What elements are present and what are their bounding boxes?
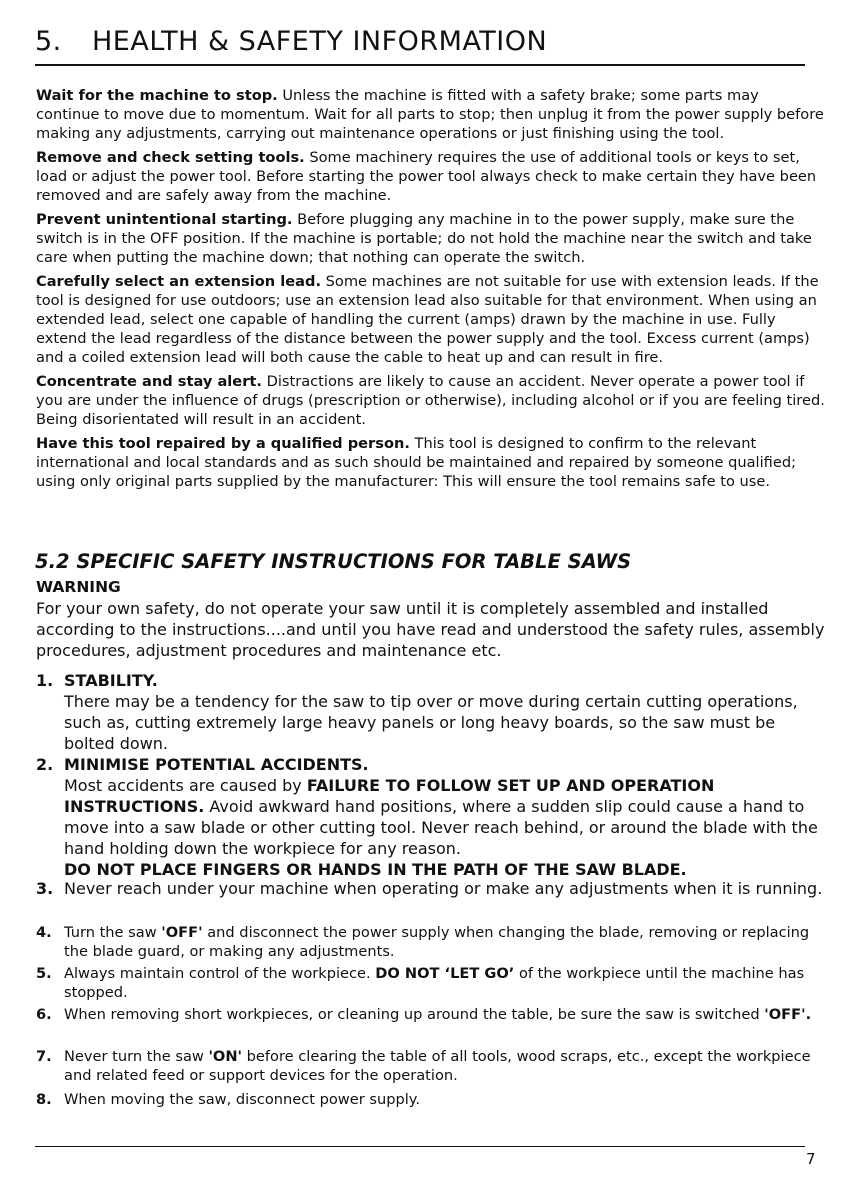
general-rules <box>36 86 826 496</box>
list-item <box>36 670 826 754</box>
rule-heading: Prevent unintentional starting. <box>36 211 293 228</box>
list-item <box>36 1047 826 1085</box>
list-item <box>36 923 826 961</box>
header-rule <box>35 64 805 66</box>
section-title <box>35 26 547 57</box>
list-item <box>36 878 826 899</box>
rule-heading: Carefully select an extension lead. <box>36 273 321 290</box>
item-text: When removing short workpieces, or cleaning up around the table, be sure the saw is switched <box>64 1006 765 1023</box>
section-number: 5. <box>35 26 62 57</box>
item-heading: MINIMISE POTENTIAL ACCIDENTS. <box>64 755 369 774</box>
list-item <box>36 1005 826 1024</box>
rule-text: Before plugging any machine in to the power supply, make sure the switch is in the OFF position. If the machine is portable; do not hold the machine near the switch and take care when putting the machine down; that nothing can operate the switch. <box>36 211 812 266</box>
item-number: 8. <box>36 1091 52 1108</box>
item-emphasis-line: DO NOT PLACE FINGERS OR HANDS IN THE PATH OF THE SAW BLADE. <box>64 860 687 879</box>
rule-paragraph <box>36 86 826 143</box>
item-text: Never reach under your machine when operating or make any adjustments when it is running. <box>64 879 823 898</box>
item-text: There may be a tendency for the saw to tip over or move during certain cutting operations, such as, cutting extremely large heavy panels or long heavy boards, so the saw must be bolted down. <box>64 692 798 753</box>
item-text: Always maintain control of the workpiece. <box>64 965 376 982</box>
item-emphasis: 'ON' <box>208 1048 243 1065</box>
rule-text: Some machinery requires the use of additional tools or keys to set, load or adjust the power tool. Before starting the power tool always check to make certain they have been removed and are safely away from the machine. <box>36 149 817 204</box>
item-emphasis: FAILURE TO FOLLOW SET UP AND OPERATION INSTRUCTIONS. <box>64 776 715 816</box>
item-text: and disconnect the power supply when changing the blade, removing or replacing the blade guard, or making any adjustments. <box>64 924 810 960</box>
rule-text: Some machines are not suitable for use with extension leads. If the tool is designed for use outdoors; use an extension lead also suitable for that environment. When using an extended lead, select one capable of handling the current (amps) drawn by the machine in use. Fully extend the lead regardless of the distance between the power supply and the tool. Excess current (amps) and a coiled extension lead will both cause the cable to heat up and can result in fire. <box>36 273 819 366</box>
item-number: 6. <box>36 1006 52 1023</box>
warning-text: For your own safety, do not operate your saw until it is completely assembled and installed according to the instructions....and until you have read and understood the safety rules, assembly procedures, adjustment procedures and maintenance etc. <box>36 599 825 660</box>
list-item <box>36 1090 826 1109</box>
item-text: When moving the saw, disconnect power supply. <box>64 1091 420 1108</box>
item-text: Avoid awkward hand positions, where a sudden slip could cause a hand to move into a saw blade or other cutting tool. Never reach behind, or around the blade with the hand holding down the workpiece for any reason. <box>64 797 818 858</box>
warning-heading: WARNING <box>36 578 121 596</box>
item-emphasis: DO NOT ‘LET GO’ <box>375 965 515 982</box>
item-number: 7. <box>36 1048 52 1065</box>
rule-heading: Concentrate and stay alert. <box>36 373 262 390</box>
rule-heading: Remove and check setting tools. <box>36 149 305 166</box>
rule-paragraph <box>36 210 826 267</box>
item-text: Turn the saw <box>64 924 162 941</box>
rule-paragraph <box>36 372 826 429</box>
section-title-text: HEALTH & SAFETY INFORMATION <box>92 26 548 57</box>
item-emphasis: 'OFF' <box>161 924 203 941</box>
item-text: Never turn the saw <box>64 1048 209 1065</box>
rule-text: Unless the machine is fitted with a safety brake; some parts may continue to move due to momentum. Wait for all parts to stop; then unplug it from the power supply before making any adjustments, carrying out maintenance operations or just finishing using the tool. <box>36 87 824 142</box>
item-emphasis: 'OFF'. <box>764 1006 812 1023</box>
rule-paragraph <box>36 434 826 491</box>
item-number: 4. <box>36 924 52 941</box>
rule-heading: Have this tool repaired by a qualified person. <box>36 435 410 452</box>
item-number: 1. <box>36 671 54 690</box>
page-number: 7 <box>806 1150 816 1168</box>
item-text: before clearing the table of all tools, wood scraps, etc., except the workpiece and related feed or support devices for the operation. <box>64 1048 811 1084</box>
rule-paragraph <box>36 148 826 205</box>
rule-text: Distractions are likely to cause an accident. Never operate a power tool if you are under the influence of drugs (prescription or otherwise), including alcohol or if you are feeling tired. Being disorientated will result in an accident. <box>36 373 825 428</box>
footer-rule <box>35 1146 805 1147</box>
list-item <box>36 964 826 1002</box>
item-number: 2. <box>36 755 54 774</box>
rule-paragraph <box>36 272 826 367</box>
rule-text: This tool is designed to confirm to the relevant international and local standards and as such should be maintained and repaired by someone qualified; using only original parts supplied by the manufacturer: This will ensure the tool remains safe to use. <box>36 435 797 490</box>
item-heading: STABILITY. <box>64 671 158 690</box>
item-text: of the workpiece until the machine has stopped. <box>64 965 805 1001</box>
item-text: Most accidents are caused by <box>64 776 307 795</box>
item-number: 5. <box>36 965 52 982</box>
subsection-title: 5.2 SPECIFIC SAFETY INSTRUCTIONS FOR TABLE SAWS <box>35 550 632 573</box>
item-number: 3. <box>36 879 54 898</box>
list-item <box>36 754 826 880</box>
rule-heading: Wait for the machine to stop. <box>36 87 278 104</box>
